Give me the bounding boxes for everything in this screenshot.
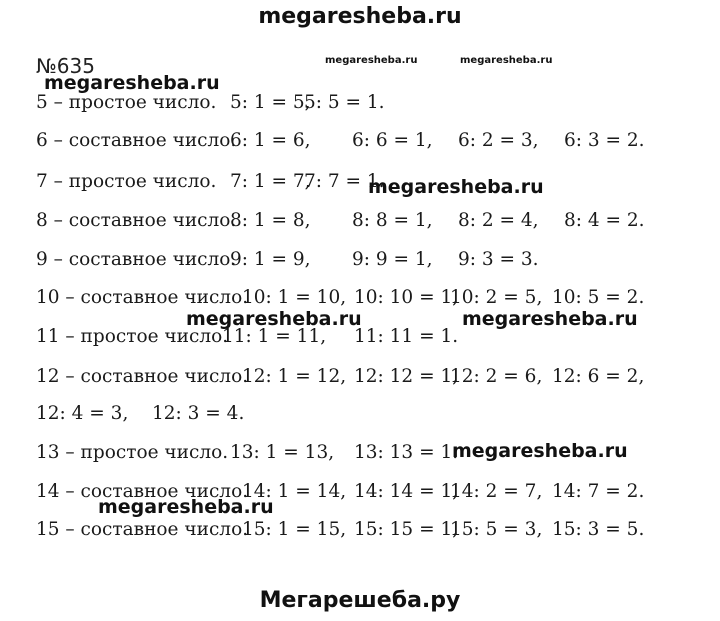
division-op: 8: 1 = 8, — [230, 210, 311, 231]
division-op: 15: 3 = 5. — [552, 519, 645, 540]
division-op: 11: 1 = 11, — [222, 326, 327, 347]
line-prefix: 9 – составное число. — [36, 249, 237, 270]
task-number: №635 — [36, 54, 95, 78]
division-op: 13: 13 = 1. — [354, 442, 459, 463]
line-prefix: 10 – составное число. — [36, 287, 249, 308]
site-footer: Мегарешеба.ру — [259, 588, 461, 613]
division-op: 8: 4 = 2. — [564, 210, 645, 231]
line-prefix: 13 – простое число. — [36, 442, 229, 463]
line-prefix: 15 – составное число. — [36, 519, 249, 540]
division-op: 7: 1 = 7, — [230, 171, 311, 192]
division-op: 15: 1 = 15, — [242, 519, 347, 540]
division-op: 8: 8 = 1, — [352, 210, 433, 231]
division-op: 10: 10 = 1, — [354, 287, 459, 308]
division-op: 12: 1 = 12, — [242, 366, 347, 387]
division-op: 10: 2 = 5, — [450, 287, 543, 308]
watermark: megaresheba.ru — [368, 176, 544, 198]
division-op: 15: 5 = 3, — [450, 519, 543, 540]
watermark: megaresheba.ru — [460, 55, 553, 66]
division-op: 7: 7 = 1. — [304, 171, 385, 192]
division-op: 12: 12 = 1, — [354, 366, 459, 387]
line-prefix: 8 – составное число. — [36, 210, 237, 231]
division-op: 6: 2 = 3, — [458, 130, 539, 151]
line-prefix: 7 – простое число. — [36, 171, 217, 192]
division-op: 6: 3 = 2. — [564, 130, 645, 151]
division-op: 14: 1 = 14, — [242, 481, 347, 502]
division-op: 9: 9 = 1, — [352, 249, 433, 270]
site-header: megaresheba.ru — [258, 4, 462, 29]
division-op: 5: 5 = 1. — [304, 92, 385, 113]
division-op: 14: 7 = 2. — [552, 481, 645, 502]
division-op: 14: 2 = 7, — [450, 481, 543, 502]
watermark: megaresheba.ru — [44, 72, 220, 94]
division-op: 6: 6 = 1, — [352, 130, 433, 151]
line-prefix: 12 – составное число. — [36, 366, 249, 387]
watermark: megaresheba.ru — [325, 55, 418, 66]
division-op: 13: 1 = 13, — [230, 442, 335, 463]
watermark: megaresheba.ru — [98, 496, 274, 518]
line-prefix: 6 – составное число. — [36, 130, 237, 151]
division-op: 12: 4 = 3, — [36, 403, 129, 424]
division-op: 12: 3 = 4. — [152, 403, 245, 424]
division-op: 9: 3 = 3. — [458, 249, 539, 270]
division-op: 8: 2 = 4, — [458, 210, 539, 231]
division-op: 5: 1 = 5, — [230, 92, 311, 113]
division-op: 6: 1 = 6, — [230, 130, 311, 151]
line-prefix: 14 – составное число. — [36, 481, 249, 502]
line-prefix: 5 – простое число. — [36, 92, 217, 113]
division-op: 10: 1 = 10, — [242, 287, 347, 308]
watermark: megaresheba.ru — [452, 440, 628, 462]
division-op: 12: 6 = 2, — [552, 366, 645, 387]
line-prefix: 11 – простое число. — [36, 326, 229, 347]
watermark: megaresheba.ru — [186, 308, 362, 330]
division-op: 14: 14 = 1, — [354, 481, 459, 502]
division-op: 12: 2 = 6, — [450, 366, 543, 387]
division-op: 10: 5 = 2. — [552, 287, 645, 308]
division-op: 11: 11 = 1. — [354, 326, 459, 347]
division-op: 9: 1 = 9, — [230, 249, 311, 270]
division-op: 15: 15 = 1, — [354, 519, 459, 540]
watermark: megaresheba.ru — [462, 308, 638, 330]
